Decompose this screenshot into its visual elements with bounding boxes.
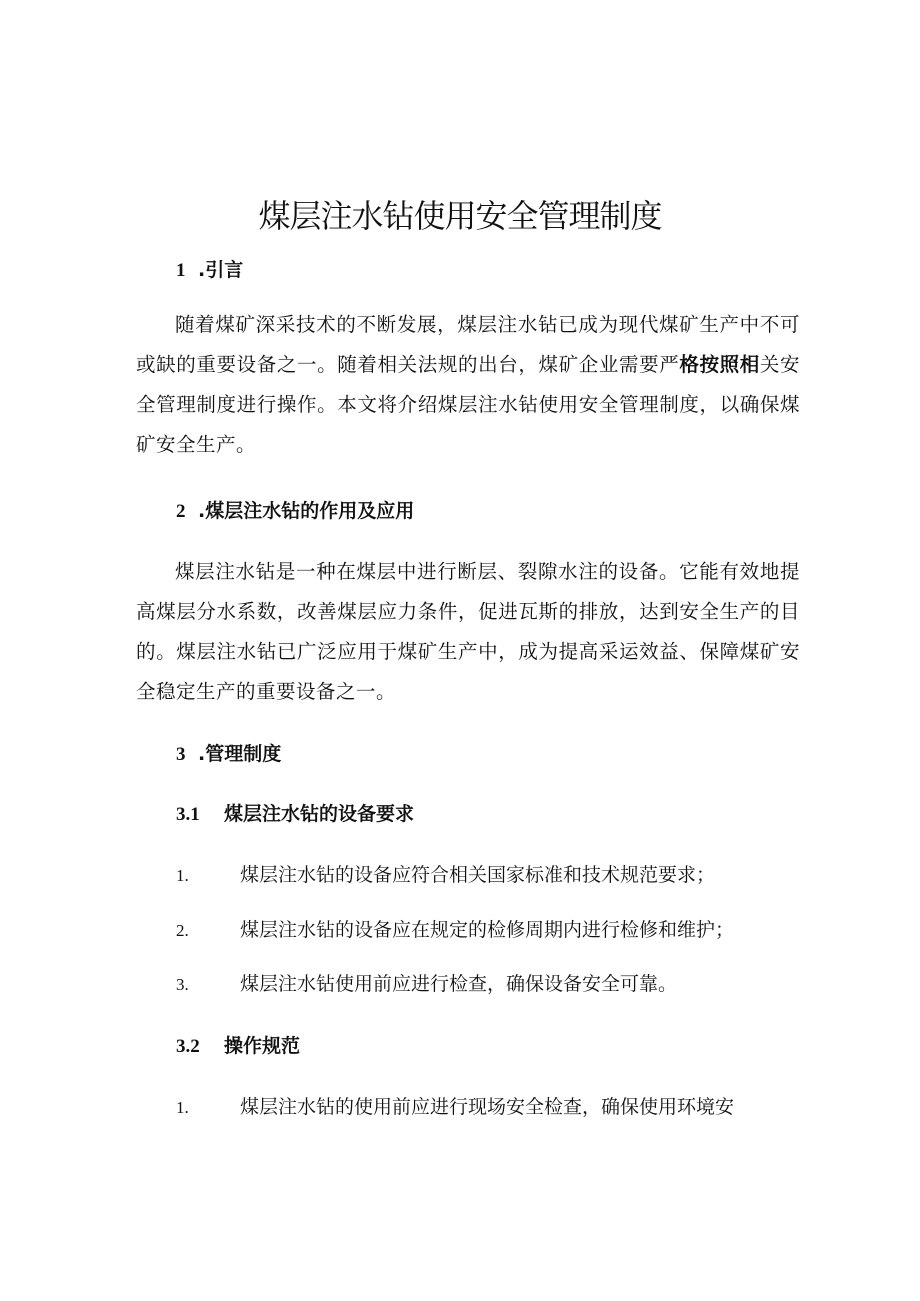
- intro-text-part-2: 关安全管理制度进行操作。本文将介绍煤层注水钻使用安全管理制度，以确保煤矿安全生产。: [136, 353, 800, 456]
- subsection-number: 3.2: [176, 1036, 200, 1057]
- list-item: [176, 1094, 734, 1121]
- subsection-heading-3-2: [176, 1033, 300, 1060]
- application-paragraph: 煤层注水钻是一种在煤层中进行断层、裂隙水注的设备。它能有效地提高煤层分水系数，改善煤层应力条件，促进瓦斯的排放，达到安全生产的目的。煤层注水钻已广泛应用于煤矿生产中，成为提高采运效益、保障煤矿安全稳定生产的重要设备之一。: [136, 560, 800, 703]
- list-item: [176, 917, 734, 944]
- section-number: 3: [176, 744, 186, 765]
- subsection-heading-3-1: [176, 801, 414, 828]
- list-item-number: 3.: [176, 975, 189, 994]
- section-label: .煤层注水钻的作用及应用: [198, 500, 415, 522]
- section-number: 1: [176, 260, 186, 281]
- list-item-number: 2.: [176, 921, 189, 940]
- section-label: .引言: [198, 259, 244, 281]
- subsection-label: 煤层注水钻的设备要求: [224, 803, 415, 825]
- list-item-text: 煤层注水钻的设备应在规定的检修周期内进行检修和维护；: [240, 919, 735, 941]
- list-item-number: 1.: [176, 866, 189, 885]
- section-number: 2: [176, 501, 186, 522]
- list-item-text: 煤层注水钻的使用前应进行现场安全检查，确保使用环境安: [240, 1096, 735, 1118]
- intro-paragraph: [136, 305, 800, 465]
- section-heading-2: [176, 498, 414, 525]
- section-label: .管理制度: [198, 743, 282, 765]
- section-heading-3: [176, 741, 281, 768]
- intro-text-part-1: 随着煤矿深采技术的不断发展，煤层注水钻已成为现代煤矿生产中不可或缺的重要设备之一。随着相关法规的出台，煤矿企业需要严: [136, 313, 800, 376]
- list-item: [176, 971, 677, 998]
- subsection-number: 3.1: [176, 804, 200, 825]
- list-item-text: 煤层注水钻使用前应进行检查，确保设备安全可靠。: [240, 973, 678, 995]
- list-item-text: 煤层注水钻的设备应符合相关国家标准和技术规范要求；: [240, 864, 716, 886]
- list-item-number: 1.: [176, 1098, 189, 1117]
- intro-text-bold: 格按照相: [679, 353, 760, 376]
- document-title: 煤层注水钻使用安全管理制度: [258, 197, 662, 235]
- list-item: [176, 862, 715, 889]
- subsection-label: 操作规范: [224, 1035, 301, 1057]
- section-heading-1: [176, 257, 243, 284]
